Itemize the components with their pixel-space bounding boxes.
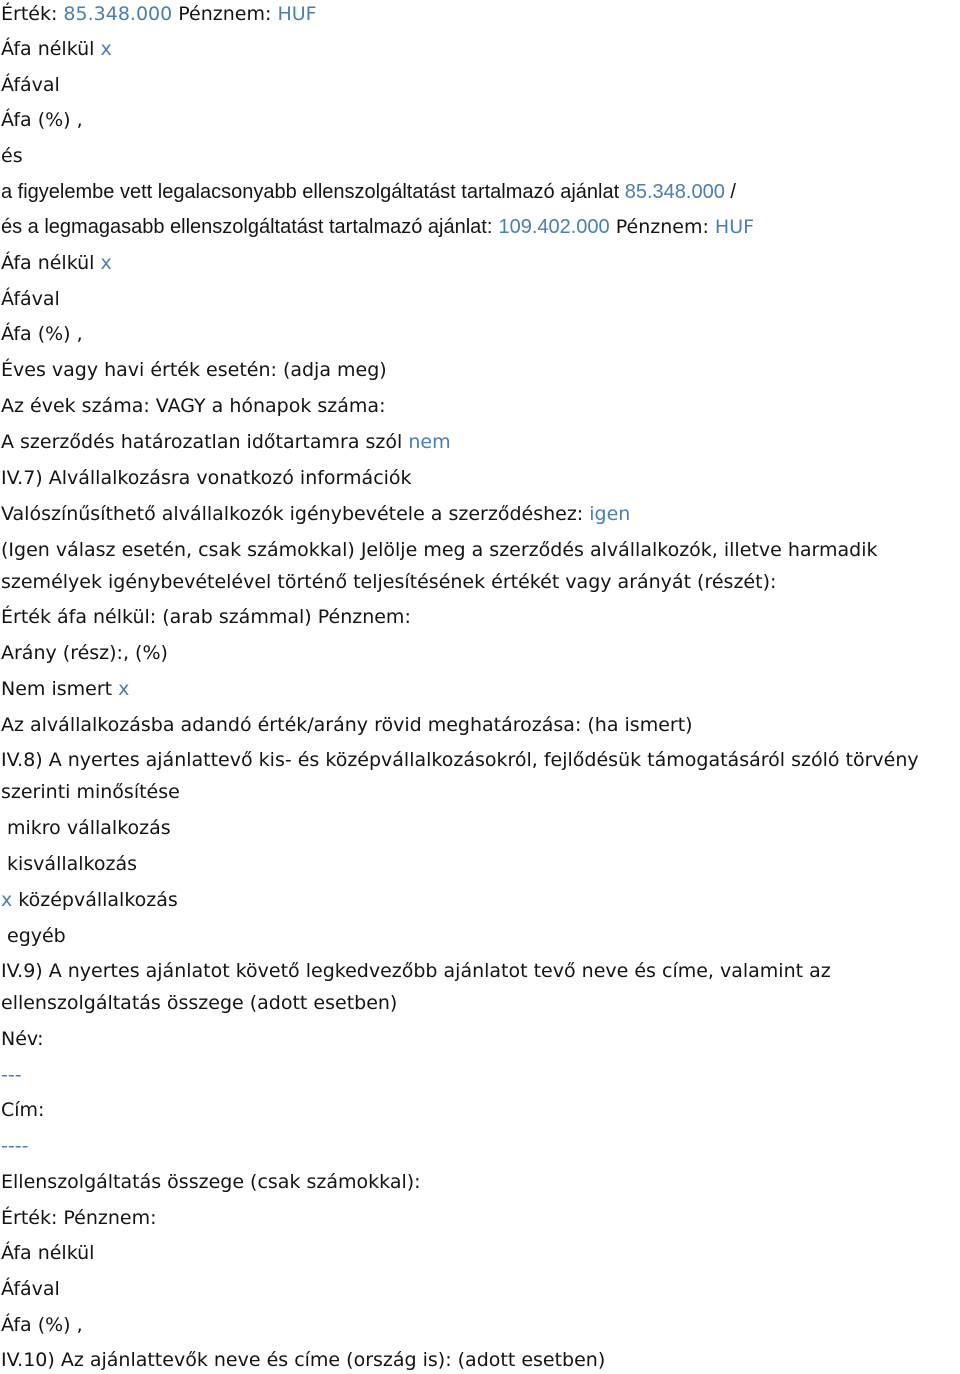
- highest-offer-value: 109.402.000: [498, 216, 610, 238]
- vat-excluded-line-2: [1, 249, 112, 277]
- years-months-line: [1, 392, 385, 420]
- option-micro: [7, 814, 171, 842]
- subcontract-description-line: [1, 711, 693, 739]
- and-line: [1, 142, 23, 170]
- section-iv8-heading-1: [1, 746, 919, 774]
- subcontractors-line: [1, 500, 630, 528]
- section-iv10-title: IV.10) Az ajánlattevők neve és címe (ország is): (adott esetben): [1, 1349, 606, 1371]
- address-value-line: [1, 1132, 28, 1160]
- consideration-line: [1, 1168, 421, 1196]
- option-small-label: kisvállalkozás: [7, 853, 138, 875]
- vat-excluded-mark: x: [100, 38, 112, 60]
- option-other: [7, 922, 66, 950]
- section-iv8-title: szerinti minősítése: [1, 781, 180, 803]
- vat-excluded-line-3: [1, 1239, 94, 1267]
- option-micro-label: mikro vállalkozás: [7, 817, 171, 839]
- section-iv9-title: IV.9) A nyertes ajánlatot követő legkedvezőbb ajánlatot tevő neve és címe, valamint az: [1, 960, 831, 982]
- value-excl-vat-label: Érték áfa nélkül: (arab számmal) Pénznem:: [1, 606, 411, 628]
- vat-percent-label: Áfa (%) ,: [1, 109, 83, 131]
- unknown-line: [1, 675, 129, 703]
- option-medium: [1, 886, 178, 914]
- option-other-label: egyéb: [7, 925, 66, 947]
- address-line: [1, 1096, 44, 1124]
- name-line: [1, 1025, 44, 1053]
- vat-percent-line-2: [1, 320, 83, 348]
- indefinite-term-value: nem: [408, 431, 451, 453]
- subcontract-instruction-text: (Igen válasz esetén, csak számokkal) Jelölje meg a szerződés alvállalkozók, illetve harmadik: [1, 539, 878, 561]
- name-label: Név:: [1, 1028, 44, 1050]
- subcontractors-value: igen: [589, 503, 631, 525]
- option-small: [7, 850, 137, 878]
- unknown-mark: x: [118, 678, 130, 700]
- vat-included-line-3: [1, 1275, 60, 1303]
- ratio-label: Arány (rész):, (%): [1, 642, 168, 664]
- years-months-label: Az évek száma: VAGY a hónapok száma:: [1, 395, 386, 417]
- section-iv7-title: IV.7) Alvállalkozásra vonatkozó információk: [1, 467, 412, 489]
- subcontract-instruction-text: személyek igénybevételével történő teljesítésének értékét vagy arányát (részét):: [1, 571, 777, 593]
- consideration-label: Ellenszolgáltatás összege (csak számokkal):: [1, 1171, 421, 1193]
- option-medium-label: középvállalkozás: [18, 889, 178, 911]
- annual-monthly-label: Éves vagy havi érték esetén: (adja meg): [1, 359, 387, 381]
- value-amount: 85.348.000: [63, 3, 173, 25]
- vat-included-line: [1, 71, 60, 99]
- indefinite-term-label: A szerződés határozatlan időtartamra szól: [1, 431, 403, 453]
- lowest-offer-value: 85.348.000: [624, 181, 725, 203]
- highest-offer-line: [1, 213, 754, 241]
- name-value: ---: [1, 1064, 22, 1086]
- vat-excluded-line: [1, 35, 112, 63]
- option-medium-mark: x: [1, 889, 13, 911]
- address-value: ----: [1, 1135, 29, 1157]
- section-iv9-heading-1: [1, 957, 831, 985]
- lowest-offer-separator: /: [730, 181, 736, 203]
- section-iv8-heading-2: [1, 778, 180, 806]
- vat-included-label: Áfával: [1, 1278, 60, 1300]
- section-iv9-heading-2: [1, 989, 397, 1017]
- currency-value: HUF: [277, 3, 317, 25]
- name-value-line: [1, 1061, 22, 1089]
- value-excl-vat-line: [1, 603, 411, 631]
- value-currency-label: Érték: Pénznem:: [1, 1207, 157, 1229]
- vat-excluded-label: Áfa nélkül: [1, 1242, 95, 1264]
- vat-excluded-mark: x: [100, 252, 112, 274]
- section-iv7-heading: [1, 464, 412, 492]
- highest-offer-currency-label: Pénznem:: [615, 216, 709, 238]
- subcontractors-label: Valószínűsíthető alvállalkozók igénybevétele a szerződéshez:: [1, 503, 584, 525]
- subcontract-instruction-line-2: [1, 568, 776, 596]
- value-line: [1, 0, 317, 28]
- section-iv8-title: IV.8) A nyertes ajánlattevő kis- és középvállalkozásokról, fejlődésük támogatásáról szóló törvény: [1, 749, 919, 771]
- ratio-line: [1, 639, 168, 667]
- vat-percent-line: [1, 106, 83, 134]
- lowest-offer-label: a figyelembe vett legalacsonyabb ellenszolgáltatást tartalmazó ajánlat: [1, 181, 620, 203]
- vat-included-label: Áfával: [1, 288, 60, 310]
- vat-excluded-label: Áfa nélkül: [1, 38, 95, 60]
- and-label: és: [1, 145, 23, 167]
- value-currency-line: [1, 1204, 157, 1232]
- vat-excluded-label: Áfa nélkül: [1, 252, 95, 274]
- section-iv10-heading: [1, 1346, 605, 1374]
- indefinite-term-line: [1, 428, 451, 456]
- highest-offer-currency: HUF: [714, 216, 755, 238]
- vat-percent-label: Áfa (%) ,: [1, 1314, 83, 1336]
- vat-percent-label: Áfa (%) ,: [1, 323, 83, 345]
- lowest-offer-line: [1, 178, 736, 206]
- vat-percent-line-3: [1, 1311, 83, 1339]
- highest-offer-label: és a legmagasabb ellenszolgáltatást tartalmazó ajánlat:: [1, 216, 493, 238]
- vat-included-line-2: [1, 285, 60, 313]
- subcontract-instruction-line-1: [1, 536, 877, 564]
- unknown-label: Nem ismert: [1, 678, 113, 700]
- address-label: Cím:: [1, 1099, 45, 1121]
- currency-label: Pénznem:: [178, 3, 272, 25]
- section-iv9-title: ellenszolgáltatás összege (adott esetben): [1, 992, 398, 1014]
- subcontract-description-label: Az alvállalkozásba adandó érték/arány rövid meghatározása: (ha ismert): [1, 714, 693, 736]
- vat-included-label: Áfával: [1, 74, 60, 96]
- value-label: Érték:: [1, 3, 58, 25]
- annual-monthly-line: [1, 356, 387, 384]
